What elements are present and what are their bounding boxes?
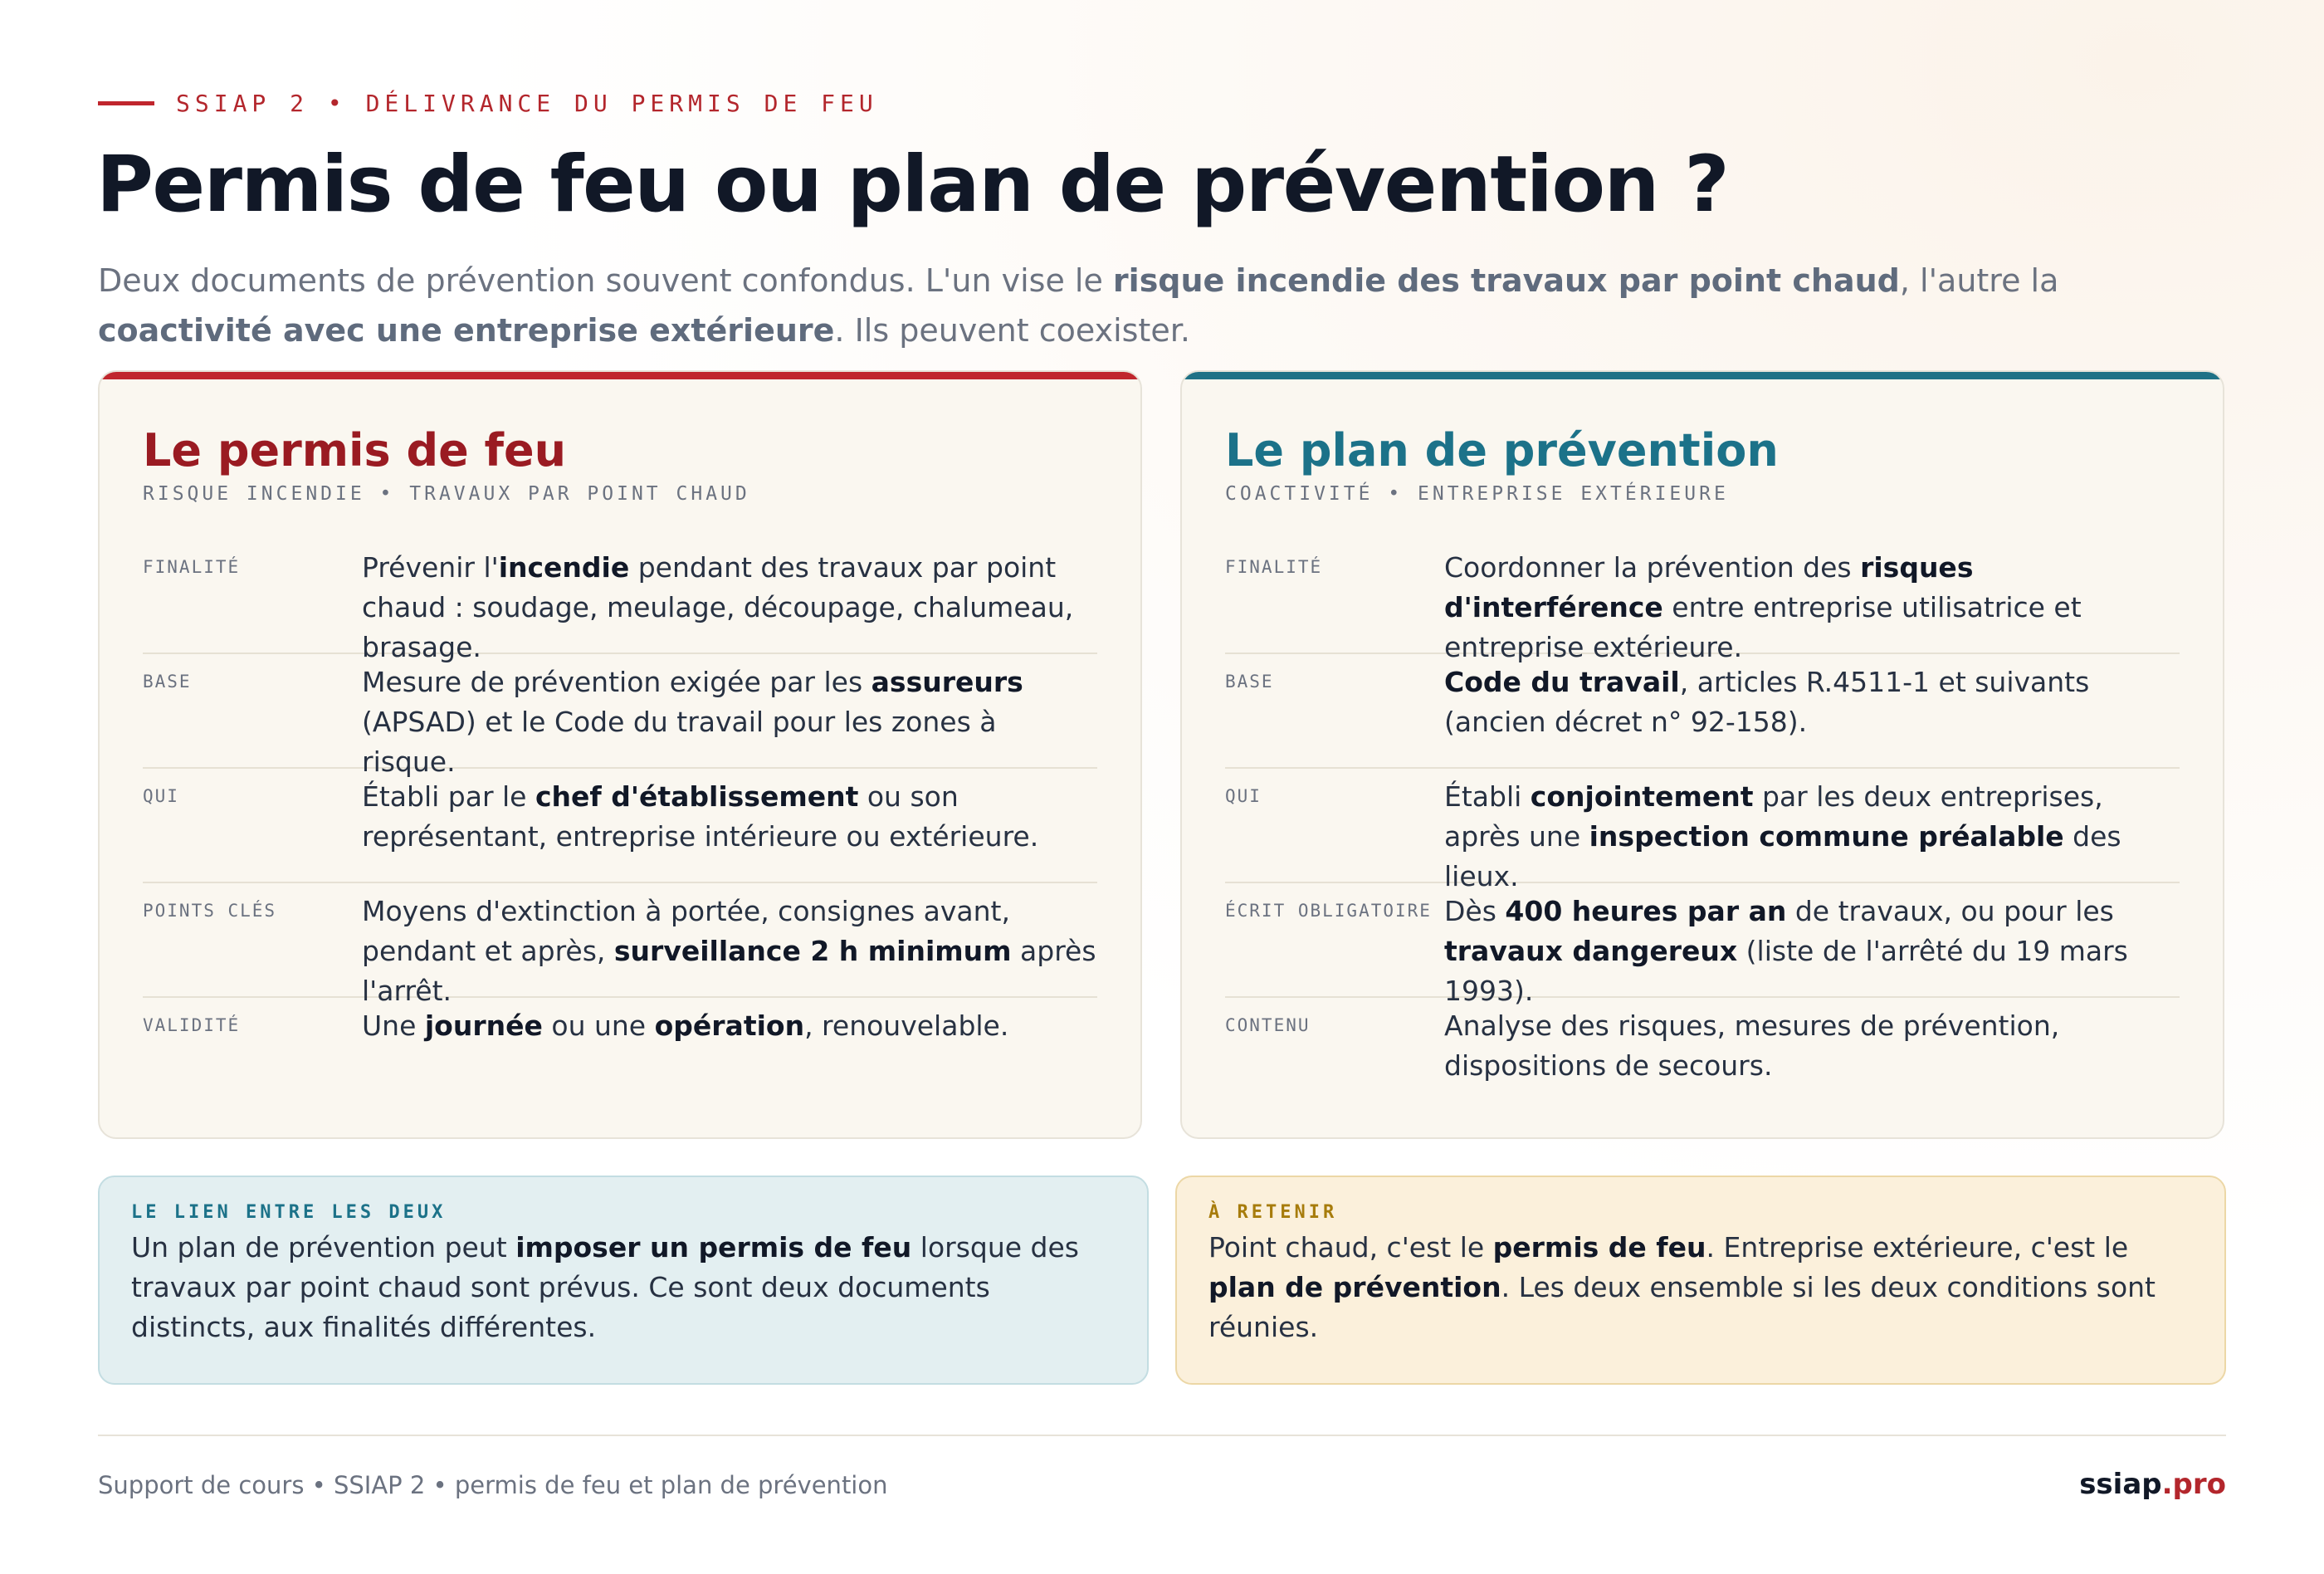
row-value-text: ou son représentant, entreprise intérieure ou extérieure. (362, 780, 1039, 853)
row-value-text: après l'arrêt. (362, 935, 1096, 1007)
row-value-bold: 400 heures par an (1505, 895, 1787, 927)
row-value-text: pendant des travaux par point chaud : soudage, meulage, découpage, chalumeau, brasage. (362, 551, 1074, 663)
retain-box (1175, 1176, 2226, 1385)
retain-box-text (1208, 1228, 2195, 1347)
card-accent-bar (1182, 372, 2223, 379)
box-text: . Les deux ensemble si les deux conditions sont réunies. (1208, 1271, 2156, 1343)
row-value (1444, 548, 2180, 663)
row-label: ÉCRIT OBLIGATOIRE (1225, 901, 1432, 921)
row-value (362, 662, 1097, 778)
row-label: CONTENU (1225, 1015, 1311, 1035)
kicker-rule (98, 101, 154, 105)
card-accent-bar (100, 372, 1140, 379)
row-value-text: Prévenir l' (362, 551, 499, 584)
footer-brand[interactable] (2079, 1468, 2226, 1501)
card-title: Le plan de prévention (1225, 424, 1779, 477)
card-row (1225, 654, 2180, 769)
row-value-bold: chef d'établissement (535, 780, 859, 813)
row-value-text: ou une (542, 1009, 655, 1042)
row-value (362, 777, 1097, 882)
card-row (143, 654, 1097, 778)
box-text: . Entreprise extérieure, c'est le (1706, 1231, 2129, 1264)
card-row (143, 998, 1097, 1112)
intro-bold-2: coactivité avec une entreprise extérieure (98, 312, 835, 349)
row-label: BASE (143, 672, 192, 692)
box-text: lorsque des travaux par point chaud sont prévus. Ce sont deux documents distincts, aux finalités différentes. (131, 1231, 1079, 1343)
link-box (98, 1176, 1149, 1385)
row-value-text: entre entreprise utilisatrice et entreprise extérieure. (1444, 591, 2082, 663)
row-value (362, 548, 1097, 663)
retain-box-label: À RETENIR (1208, 1202, 1338, 1223)
box-text: Un plan de prévention peut (131, 1231, 516, 1264)
footer-caption: Support de cours • SSIAP 2 • permis de feu et plan de prévention (98, 1471, 888, 1499)
card-title: Le permis de feu (143, 424, 567, 477)
row-value-text: , articles R.4511-1 et suivants (ancien décret n° 92-158). (1444, 666, 2090, 738)
card-rows (1225, 540, 2180, 1112)
row-value-bold: Code du travail (1444, 666, 1680, 698)
row-label: FINALITÉ (1225, 557, 1323, 577)
row-value-text: (liste de l'arrêté du 19 mars 1993). (1444, 935, 2128, 1007)
box-bold: imposer un permis de feu (515, 1231, 912, 1264)
footer-divider (98, 1435, 2226, 1436)
row-value-text: Analyse des risques, mesures de prévention, dispositions de secours. (1444, 1009, 2060, 1082)
link-box-label: LE LIEN ENTRE LES DEUX (131, 1202, 447, 1223)
card-permis-de-feu (98, 370, 1142, 1139)
row-value-bold: opération (654, 1009, 805, 1042)
card-row (1225, 540, 2180, 663)
box-bold: plan de prévention (1208, 1271, 1501, 1303)
row-value-text: Coordonner la prévention des (1444, 551, 1861, 584)
row-label: POINTS CLÉS (143, 901, 277, 921)
row-value-bold: risques d'interférence (1444, 551, 1974, 623)
row-value (362, 892, 1097, 1007)
card-header (143, 423, 1097, 505)
row-value-text: Établi par le (362, 780, 535, 813)
brand-accent: .pro (2161, 1468, 2226, 1501)
intro-paragraph (98, 256, 2073, 355)
row-label: QUI (143, 786, 179, 806)
row-value-text: Établi (1444, 780, 1531, 813)
box-bold: permis de feu (1492, 1231, 1706, 1264)
row-value-text: Mesure de prévention exigée par les (362, 666, 872, 698)
row-value-bold: assureurs (871, 666, 1023, 698)
row-value (1444, 662, 2180, 767)
box-text: Point chaud, c'est le (1208, 1231, 1493, 1264)
row-label: BASE (1225, 672, 1274, 692)
row-value-text: , renouvelable. (804, 1009, 1009, 1042)
card-row (143, 769, 1097, 883)
card-row (143, 883, 1097, 1007)
row-value (1444, 1006, 2180, 1112)
kicker-text: SSIAP 2 • DÉLIVRANCE DU PERMIS DE FEU (176, 90, 878, 117)
card-subtitle: COACTIVITÉ • ENTREPRISE EXTÉRIEURE (1225, 483, 1729, 505)
intro-text-3: . Ils peuvent coexister. (834, 312, 1190, 349)
intro-text-2: , l'autre la (1899, 262, 2059, 299)
row-value-text: par les deux entreprises, après une (1444, 780, 2103, 853)
kicker (98, 90, 878, 117)
card-row (1225, 883, 2180, 1007)
card-row (143, 540, 1097, 663)
row-value (1444, 777, 2180, 892)
card-plan-de-prevention (1180, 370, 2224, 1139)
row-value-bold: conjointement (1530, 780, 1754, 813)
intro-bold-1: risque incendie des travaux par point chaud (1112, 262, 1900, 299)
row-value-text: de travaux, ou pour les (1786, 895, 2114, 927)
row-label: FINALITÉ (143, 557, 241, 577)
row-value-text: Une (362, 1009, 425, 1042)
row-value-text: Moyens d'extinction à portée, consignes avant, pendant et après, (362, 895, 1010, 967)
row-label: VALIDITÉ (143, 1015, 241, 1035)
card-row (1225, 769, 2180, 892)
page-title: Permis de feu ou plan de prévention ? (96, 139, 1729, 230)
card-subtitle: RISQUE INCENDIE • TRAVAUX PAR POINT CHAUD (143, 483, 750, 505)
intro-text-1: Deux documents de prévention souvent confondus. L'un vise le (98, 262, 1113, 299)
row-label: QUI (1225, 786, 1262, 806)
row-value-text: (APSAD) et le Code du travail pour les zones à risque. (362, 706, 997, 778)
row-value (362, 1006, 1097, 1112)
row-value-text: des lieux. (1444, 820, 2121, 892)
row-value-text: Dès (1444, 895, 1506, 927)
row-value-bold: travaux dangereux (1444, 935, 1738, 967)
row-value-bold: inspection commune préalable (1589, 820, 2064, 853)
link-box-text (131, 1228, 1117, 1347)
row-value-bold: incendie (498, 551, 630, 584)
row-value-bold: surveillance 2 h minimum (613, 935, 1012, 967)
card-rows (143, 540, 1097, 1112)
row-value (1444, 892, 2180, 1007)
card-header (1225, 423, 2180, 505)
row-value-bold: journée (424, 1009, 543, 1042)
brand-main: ssiap (2079, 1468, 2162, 1501)
card-row (1225, 998, 2180, 1112)
